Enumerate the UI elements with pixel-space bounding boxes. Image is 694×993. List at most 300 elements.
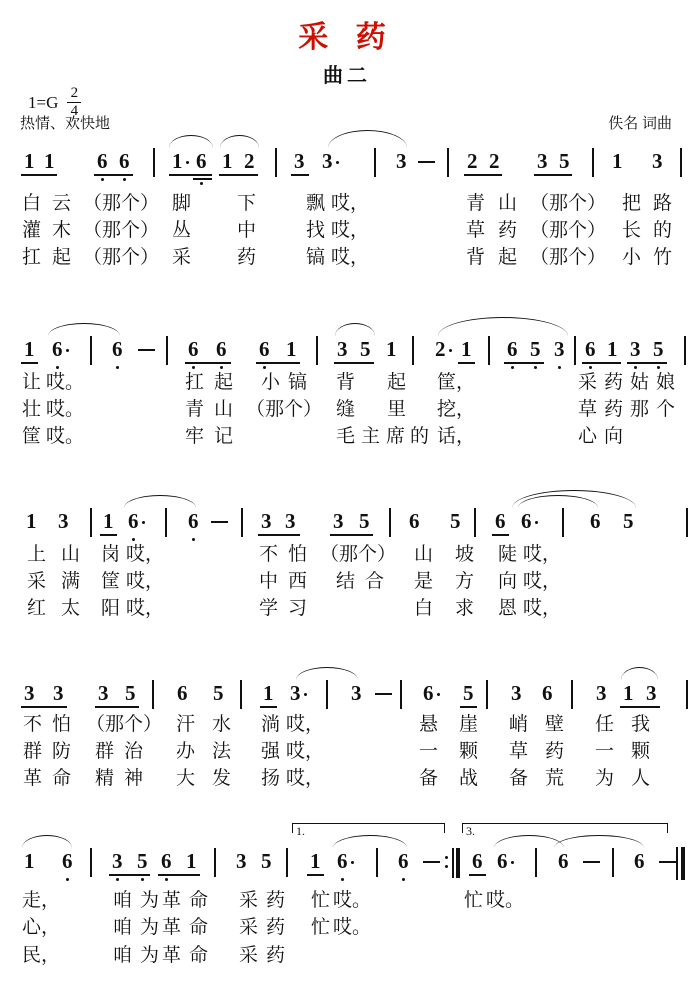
note-digit: 6 xyxy=(497,849,508,873)
lyric-text: 缝 xyxy=(336,399,356,420)
note-digit: 3 xyxy=(24,681,35,705)
lyric-text: 山 xyxy=(498,193,518,214)
beam-line xyxy=(185,362,231,364)
page-title: 采 药 xyxy=(298,21,396,54)
beam-line xyxy=(158,874,200,876)
lyric-text: 发 xyxy=(212,768,232,789)
note-digit: 6 xyxy=(472,849,483,873)
lyric-text: 结 xyxy=(336,571,356,592)
lyric-text: 心， xyxy=(22,917,61,938)
slur-arc xyxy=(438,317,568,336)
lyric-text: 一 xyxy=(419,741,439,762)
lyric-text: 合 xyxy=(365,571,385,592)
lyric-text: 求 xyxy=(455,598,475,619)
lyric-text: 怕 xyxy=(288,544,308,565)
lyric-text: 备 xyxy=(509,768,529,789)
beam-line xyxy=(627,362,667,364)
low-octave-dot xyxy=(192,366,195,369)
note-digit: 1 xyxy=(461,337,472,361)
note-digit: 2 xyxy=(467,149,478,173)
lyric-text: 扬 xyxy=(261,768,281,789)
lyric-text: 云 xyxy=(52,193,72,214)
lyric-text: 山 xyxy=(61,544,81,565)
note-digit: 1 xyxy=(623,681,634,705)
lyric-text: 哎， xyxy=(126,571,165,592)
barline xyxy=(165,508,167,537)
beam-line xyxy=(469,874,486,876)
lyric-text: （那个） xyxy=(86,714,163,735)
lyric-text: 起 xyxy=(214,372,234,393)
lyric-text: 淌 xyxy=(261,714,281,735)
lyric-text: 挖， xyxy=(437,399,476,420)
beam-line xyxy=(460,706,477,708)
lyric-text: 命 xyxy=(52,768,72,789)
barline xyxy=(447,148,449,177)
note-digit: 6 xyxy=(62,849,73,873)
barline xyxy=(535,848,537,877)
repeat-dot xyxy=(445,856,448,859)
barline xyxy=(275,148,277,177)
lyric-text: 的 xyxy=(410,426,430,447)
note-digit: 1 xyxy=(26,509,37,533)
note-digit: 6 xyxy=(112,337,123,361)
final-barline-thick xyxy=(681,847,685,880)
lyric-text: 悬 xyxy=(419,714,439,735)
lyric-text: 草 xyxy=(578,399,598,420)
note-digit: 3 xyxy=(290,681,301,705)
lyric-text: 草 xyxy=(509,741,529,762)
low-octave-dot xyxy=(165,878,168,881)
lyric-text: 青 xyxy=(185,399,205,420)
low-octave-dot xyxy=(200,182,203,185)
note-digit: 2 xyxy=(435,337,446,361)
lyric-text: 采 xyxy=(239,890,259,911)
augmentation-dot xyxy=(66,349,69,352)
lyric-text: 心 xyxy=(578,426,598,447)
volta-label: 3. xyxy=(466,824,475,838)
volta-bracket xyxy=(292,823,445,833)
slur-arc xyxy=(220,135,259,148)
lyric-text: 神 xyxy=(124,768,144,789)
note-digit: 1 xyxy=(386,337,397,361)
lyric-text: 方 xyxy=(455,571,475,592)
lyric-text: 白 xyxy=(414,598,434,619)
lyric-text: 药 xyxy=(266,945,286,966)
low-octave-dot xyxy=(657,366,660,369)
note-digit: 1 xyxy=(263,681,274,705)
lyric-text: （那个） xyxy=(83,220,160,241)
lyric-text: 哎。 xyxy=(46,372,85,393)
note-digit: 6 xyxy=(409,509,420,533)
lyric-text: 怕 xyxy=(52,714,72,735)
lyric-text: 忙 xyxy=(311,917,331,938)
lyric-text: 木 xyxy=(52,220,72,241)
note-digit: 3 xyxy=(322,149,333,173)
note-digit: 3 xyxy=(53,681,64,705)
lyric-text: 革 xyxy=(162,890,182,911)
lyric-text: 采 xyxy=(239,945,259,966)
barline xyxy=(400,680,402,709)
lyric-text: 扛 xyxy=(22,247,42,268)
note-digit: 6 xyxy=(97,149,108,173)
lyric-text: 起 xyxy=(387,372,407,393)
lyric-text: 咱 xyxy=(113,945,133,966)
lyric-text: 长 xyxy=(622,220,642,241)
beam-line xyxy=(504,362,544,364)
lyric-text: 药 xyxy=(237,247,257,268)
note-digit: 3 xyxy=(596,681,607,705)
lyric-text: 哎。 xyxy=(46,426,85,447)
note-digit: 3 xyxy=(236,849,247,873)
note-digit: 1 xyxy=(172,149,183,173)
lyric-text: 哎， xyxy=(126,544,165,565)
lyric-text: 红 xyxy=(27,598,47,619)
augmentation-dot xyxy=(142,521,145,524)
lyric-text: 山 xyxy=(414,544,434,565)
beam-line xyxy=(21,706,67,708)
note-digit: 5 xyxy=(360,337,371,361)
lyric-text: 革 xyxy=(162,945,182,966)
note-digit: 6 xyxy=(259,337,270,361)
lyric-text: 命 xyxy=(189,917,209,938)
slur-arc xyxy=(124,495,196,508)
repeat-barline-thin xyxy=(452,848,454,878)
barline xyxy=(474,508,476,537)
lyric-text: 记 xyxy=(214,426,234,447)
barline xyxy=(680,148,682,177)
note-digit: 3 xyxy=(511,681,522,705)
lyric-text: 大 xyxy=(176,768,196,789)
augmentation-dot xyxy=(186,161,189,164)
slur-arc xyxy=(48,323,120,336)
barline xyxy=(326,680,328,709)
note-digit: 6 xyxy=(161,849,172,873)
barline xyxy=(686,508,688,537)
slur-arc xyxy=(333,835,407,848)
low-octave-dot xyxy=(534,366,537,369)
lyric-text: 学 xyxy=(259,598,279,619)
note-digit: 2 xyxy=(489,149,500,173)
lyric-text: 找 xyxy=(306,220,326,241)
beam-line xyxy=(94,174,133,176)
low-octave-dot xyxy=(192,538,195,541)
note-digit: 3 xyxy=(261,509,272,533)
lyric-text: 恩 xyxy=(498,598,518,619)
repeat-dot xyxy=(445,865,448,868)
lyric-text: 群 xyxy=(23,741,43,762)
note-digit: 5 xyxy=(137,849,148,873)
low-octave-dot xyxy=(634,366,637,369)
lyric-text: 精 xyxy=(95,768,115,789)
note-digit: 6 xyxy=(507,337,518,361)
augmentation-dot xyxy=(449,349,452,352)
page-subtitle: 曲二 xyxy=(323,65,371,87)
beam-line xyxy=(256,362,300,364)
lyric-text: 席 xyxy=(386,426,406,447)
note-digit: 3 xyxy=(58,509,69,533)
lyric-text: 哎， xyxy=(523,544,562,565)
lyric-text: 把 xyxy=(622,193,642,214)
barline xyxy=(592,148,594,177)
beam-line xyxy=(109,874,150,876)
lyric-text: 咱 xyxy=(113,890,133,911)
duration-dash xyxy=(211,521,228,523)
note-digit: 3 xyxy=(112,849,123,873)
lyric-text: 小 xyxy=(622,247,642,268)
note-digit: 6 xyxy=(337,849,348,873)
lyric-text: 的 xyxy=(653,220,673,241)
barline xyxy=(90,848,92,877)
lyric-text: 那 xyxy=(630,399,650,420)
note-digit: 6 xyxy=(177,681,188,705)
lyric-text: 岗 xyxy=(101,544,121,565)
note-digit: 3 xyxy=(630,337,641,361)
lyric-text: 忙 xyxy=(311,890,331,911)
note-digit: 5 xyxy=(450,509,461,533)
time-signature-numerator: 2 xyxy=(70,85,79,101)
lyric-text: 哎， xyxy=(286,714,325,735)
lyric-text: 崖 xyxy=(459,714,479,735)
lyric-text: 为 xyxy=(140,917,160,938)
beam-line xyxy=(492,534,509,536)
lyric-text: 哎， xyxy=(286,768,325,789)
lyric-text: 脚 xyxy=(172,193,192,214)
lyric-text: 命 xyxy=(189,890,209,911)
duration-dash xyxy=(375,693,392,695)
barline xyxy=(488,336,490,365)
low-octave-dot xyxy=(402,878,405,881)
slur-arc xyxy=(512,490,636,508)
note-digit: 3 xyxy=(652,149,663,173)
lyric-text: 人 xyxy=(631,768,651,789)
lyric-text: 汗 xyxy=(176,714,196,735)
barline xyxy=(574,336,576,365)
note-digit: 3 xyxy=(333,509,344,533)
duration-dash xyxy=(423,861,440,863)
lyric-text: 为 xyxy=(140,890,160,911)
note-digit: 6 xyxy=(188,337,199,361)
beam-line xyxy=(21,174,57,176)
note-digit: 3 xyxy=(554,337,565,361)
beam-line xyxy=(458,362,475,364)
lyric-text: 哎， xyxy=(523,598,562,619)
slur-arc xyxy=(335,323,375,336)
lyric-text: 丛 xyxy=(172,220,192,241)
lyric-text: 颗 xyxy=(459,741,479,762)
note-digit: 6 xyxy=(521,509,532,533)
lyric-text: 哎， xyxy=(523,571,562,592)
lyric-text: 药 xyxy=(266,917,286,938)
barline xyxy=(214,848,216,877)
low-octave-dot xyxy=(132,538,135,541)
beam-line xyxy=(193,178,212,180)
lyric-text: 陡 xyxy=(498,544,518,565)
lyric-text: 强 xyxy=(261,741,281,762)
lyric-text: 壁 xyxy=(545,714,565,735)
augmentation-dot xyxy=(336,161,339,164)
barline xyxy=(486,680,488,709)
lyric-text: 哎， xyxy=(331,193,370,214)
lyric-text: 牢 xyxy=(185,426,205,447)
lyric-text: 民， xyxy=(22,945,61,966)
note-digit: 5 xyxy=(623,509,634,533)
lyric-text: 里 xyxy=(387,399,407,420)
lyric-text: 西 xyxy=(288,571,308,592)
lyric-text: 镐 xyxy=(306,247,326,268)
lyric-text: 群 xyxy=(95,741,115,762)
note-digit: 3 xyxy=(646,681,657,705)
repeat-barline-thick xyxy=(456,848,460,878)
note-digit: 1 xyxy=(186,849,197,873)
lyric-text: 革 xyxy=(23,768,43,789)
lyric-text: 路 xyxy=(653,193,673,214)
lyric-text: 筐 xyxy=(101,571,121,592)
duration-dash xyxy=(138,349,155,351)
beam-line xyxy=(307,874,324,876)
lyric-text: 峭 xyxy=(509,714,529,735)
note-digit: 1 xyxy=(612,149,623,173)
note-digit: 5 xyxy=(653,337,664,361)
lyric-text: （那个） xyxy=(83,193,160,214)
barline xyxy=(376,848,378,877)
note-digit: 3 xyxy=(537,149,548,173)
beam-line xyxy=(169,174,212,176)
low-octave-dot xyxy=(101,178,104,181)
note-digit: 1 xyxy=(286,337,297,361)
lyric-text: 药 xyxy=(604,372,624,393)
note-digit: 6 xyxy=(196,149,207,173)
barline xyxy=(612,848,614,877)
lyric-text: 小 xyxy=(261,372,281,393)
barline xyxy=(166,336,168,365)
note-digit: 6 xyxy=(128,509,139,533)
lyric-text: 话， xyxy=(437,426,476,447)
barline xyxy=(90,336,92,365)
lyric-text: 筐 xyxy=(22,426,42,447)
lyric-text: 灌 xyxy=(22,220,42,241)
augmentation-dot xyxy=(535,521,538,524)
lyric-text: 革 xyxy=(162,917,182,938)
lyric-text: 下 xyxy=(237,193,257,214)
lyric-text: 姑 xyxy=(630,372,650,393)
low-octave-dot xyxy=(116,366,119,369)
barline xyxy=(241,508,243,537)
beam-line xyxy=(95,706,139,708)
lyric-text: 哎。 xyxy=(333,890,372,911)
lyric-text: 背 xyxy=(336,372,356,393)
note-digit: 1 xyxy=(222,149,233,173)
note-digit: 5 xyxy=(125,681,136,705)
duration-dash xyxy=(659,861,676,863)
lyric-text: （那个） xyxy=(246,399,323,420)
note-digit: 5 xyxy=(359,509,370,533)
barline xyxy=(374,148,376,177)
lyric-text: 筐， xyxy=(437,372,476,393)
lyric-text: 药 xyxy=(266,890,286,911)
low-octave-dot xyxy=(66,878,69,881)
note-digit: 1 xyxy=(24,149,35,173)
slur-arc xyxy=(22,835,72,848)
barline xyxy=(90,508,92,537)
lyric-text: 坡 xyxy=(455,544,475,565)
barline xyxy=(562,508,564,537)
lyric-text: 任 xyxy=(595,714,615,735)
lyric-text: 哎， xyxy=(126,598,165,619)
barline xyxy=(684,336,686,365)
lyric-text: 中 xyxy=(259,571,279,592)
lyric-text: （那个） xyxy=(530,193,607,214)
augmentation-dot xyxy=(437,693,440,696)
volta-bracket xyxy=(462,823,668,833)
tempo-marking: 热情、欢快地 xyxy=(20,116,111,132)
augmentation-dot xyxy=(351,861,354,864)
composer-credit: 佚名 词曲 xyxy=(608,116,672,132)
lyric-text: 药 xyxy=(498,220,518,241)
lyric-text: 娘 xyxy=(656,372,676,393)
note-digit: 1 xyxy=(44,149,55,173)
note-digit: 3 xyxy=(294,149,305,173)
lyric-text: 满 xyxy=(61,571,81,592)
lyric-text: 命 xyxy=(189,945,209,966)
lyric-text: 药 xyxy=(604,399,624,420)
lyric-text: 壮 xyxy=(22,399,42,420)
lyric-text: 山 xyxy=(214,399,234,420)
barline xyxy=(571,680,573,709)
lyric-text: 哎， xyxy=(331,220,370,241)
augmentation-dot xyxy=(511,861,514,864)
lyric-text: 咱 xyxy=(113,917,133,938)
lyric-text: 起 xyxy=(52,247,72,268)
note-digit: 6 xyxy=(585,337,596,361)
note-digit: 3 xyxy=(98,681,109,705)
beam-line xyxy=(219,174,258,176)
lyric-text: 上 xyxy=(27,544,47,565)
lyric-text: 太 xyxy=(61,598,81,619)
lyric-text: 是 xyxy=(414,571,434,592)
low-octave-dot xyxy=(56,366,59,369)
barline xyxy=(240,680,242,709)
lyric-text: 哎。 xyxy=(333,917,372,938)
note-digit: 5 xyxy=(213,681,224,705)
time-signature-denominator: 4 xyxy=(70,103,79,119)
barline xyxy=(686,680,688,709)
note-digit: 1 xyxy=(103,509,114,533)
lyric-text: 备 xyxy=(419,768,439,789)
volta-label: 1. xyxy=(296,824,305,838)
slur-arc xyxy=(328,130,407,148)
beam-line xyxy=(258,534,300,536)
slur-arc xyxy=(169,135,213,148)
low-octave-dot xyxy=(511,366,514,369)
lyric-text: 草 xyxy=(466,220,486,241)
lyric-text: 采 xyxy=(239,917,259,938)
note-digit: 5 xyxy=(261,849,272,873)
slur-arc xyxy=(296,667,358,680)
lyric-text: 向 xyxy=(604,426,624,447)
lyric-text: 不 xyxy=(23,714,43,735)
lyric-text: 习 xyxy=(288,598,308,619)
note-digit: 3 xyxy=(351,681,362,705)
lyric-text: （那个） xyxy=(320,544,397,565)
lyric-text: 镐 xyxy=(288,372,308,393)
lyric-text: 采 xyxy=(578,372,598,393)
beam-line xyxy=(534,174,572,176)
barline xyxy=(316,336,318,365)
note-digit: 2 xyxy=(244,149,255,173)
lyric-text: 让 xyxy=(22,372,42,393)
slur-arc xyxy=(621,667,658,680)
final-barline-thin xyxy=(676,847,678,880)
